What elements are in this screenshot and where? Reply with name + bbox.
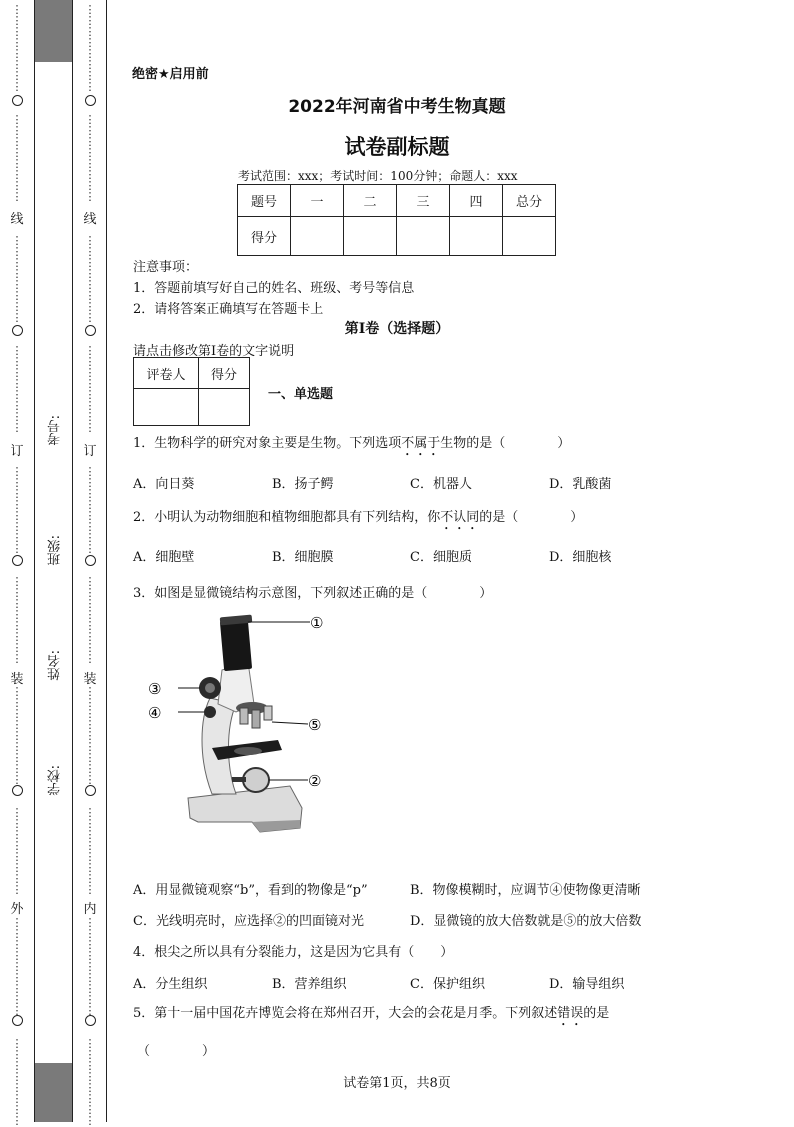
cut-line-dot: ⋮	[84, 817, 96, 830]
cut-line-dot: ⋮	[11, 58, 23, 71]
question-text: 的是（ ）	[479, 510, 584, 525]
cut-line-dot: ⋮	[84, 575, 96, 588]
cut-line-dot: ⋮	[11, 80, 23, 93]
q2-option-b[interactable]: B．细胞膜	[272, 550, 334, 565]
secret-label: 绝密★启用前	[132, 67, 209, 82]
note-item: 1．答题前填写好自己的姓名、班级、考号等信息	[133, 281, 415, 296]
q4-option-c[interactable]: C．保护组织	[410, 977, 485, 992]
note-item: 2．请将答案正确填写在答题卡上	[133, 302, 324, 317]
cut-line-dot: ⋮	[11, 652, 23, 665]
cut-line-dot: ⋮	[84, 80, 96, 93]
cut-line-dot: ⋮	[11, 817, 23, 830]
microscope-figure	[140, 608, 340, 840]
cut-line-dot: ⋮	[11, 25, 23, 38]
question-emphasis: 错误	[557, 1006, 584, 1021]
margin-circle	[82, 555, 98, 570]
q4-option-b[interactable]: B．营养组织	[272, 977, 347, 992]
cut-line-dot: ⋮	[11, 124, 23, 137]
cut-line-dot: ⋮	[84, 69, 96, 82]
cut-line-dot: ⋮	[84, 146, 96, 159]
cut-line-dot: ⋮	[11, 377, 23, 390]
field-class[interactable]: 班级:	[48, 535, 63, 566]
score-header: 三	[397, 185, 450, 217]
margin-gray-top	[34, 0, 72, 62]
margin-line	[34, 0, 35, 1122]
cut-line-dot: ⋮	[11, 487, 23, 500]
cut-line-dot: ⋮	[84, 1048, 96, 1061]
cut-line-dot: ⋮	[11, 971, 23, 984]
margin-circle	[9, 555, 25, 570]
margin-bind-char: 订	[83, 444, 97, 459]
figure-label-4: ④	[148, 704, 162, 722]
margin-seal-char: 装	[83, 672, 97, 687]
cut-line-dot: ⋮	[11, 927, 23, 940]
cut-line-dot: ⋮	[11, 498, 23, 511]
cut-line-dot: ⋮	[11, 630, 23, 643]
cut-line-dot: ⋮	[84, 982, 96, 995]
cut-line-dot: ⋮	[84, 773, 96, 786]
cut-line-dot: ⋮	[11, 608, 23, 621]
field-exam-number[interactable]: 考号:	[48, 415, 63, 446]
cut-line-dot: ⋮	[11, 861, 23, 874]
cut-line-dot: ⋮	[84, 399, 96, 412]
cut-line-dot: ⋮	[11, 388, 23, 401]
cut-line-dot: ⋮	[11, 245, 23, 258]
cut-line-dot: ⋮	[11, 696, 23, 709]
cut-line-dot: ⋮	[11, 366, 23, 379]
cut-line-dot: ⋮	[11, 421, 23, 434]
cut-line-dot: ⋮	[11, 399, 23, 412]
cut-line-dot: ⋮	[11, 982, 23, 995]
cut-line-dot: ⋮	[11, 916, 23, 929]
cut-line-dot: ⋮	[84, 916, 96, 929]
question-text: 1．生物科学的研究对象主要是生物。下列选项	[133, 436, 402, 451]
cut-line-dot: ⋮	[84, 1081, 96, 1094]
question-4	[133, 941, 453, 960]
cut-line-dot: ⋮	[84, 190, 96, 203]
q1-option-b[interactable]: B．扬子鳄	[272, 477, 334, 492]
cut-line-dot: ⋮	[84, 652, 96, 665]
cut-line-dot: ⋮	[11, 135, 23, 148]
cut-line-dot: ⋮	[84, 311, 96, 324]
cut-line-dot: ⋮	[84, 421, 96, 434]
cut-line-dot: ⋮	[84, 828, 96, 841]
cut-line-dot: ⋮	[84, 850, 96, 863]
cut-line-dot: ⋮	[84, 157, 96, 170]
cut-line-dot: ⋮	[84, 1037, 96, 1050]
cut-line-dot: ⋮	[11, 168, 23, 181]
cut-line-dot: ⋮	[84, 267, 96, 280]
cut-line-dot: ⋮	[84, 619, 96, 632]
score-row-label: 得分	[238, 217, 291, 256]
cut-line-dot: ⋮	[84, 1103, 96, 1116]
cut-line-dot: ⋮	[11, 850, 23, 863]
cut-line-dot: ⋮	[11, 1048, 23, 1061]
cut-line-dot: ⋮	[84, 883, 96, 896]
q3-option-d[interactable]: D．显微镜的放大倍数就是⑤的放大倍数	[410, 914, 642, 929]
cut-line-dot: ⋮	[84, 234, 96, 247]
cut-line-dot: ⋮	[11, 619, 23, 632]
cut-line-dot: ⋮	[84, 344, 96, 357]
score-cell[interactable]	[450, 217, 503, 256]
cut-line-dot: ⋮	[84, 388, 96, 401]
microscope-eyepiece	[220, 619, 252, 671]
question-text: 3．如图是显微镜结构示意图，下列叙述正确的是（ ）	[133, 586, 493, 601]
exam-subtitle: 试卷副标题	[344, 135, 450, 159]
cut-line-dot: ⋮	[11, 278, 23, 291]
cut-line-dot: ⋮	[84, 487, 96, 500]
cut-line-dot: ⋮	[11, 531, 23, 544]
grader-header: 得分	[199, 358, 250, 389]
microscope-objective	[252, 710, 260, 728]
question-3	[133, 582, 492, 601]
cut-line-dot: ⋮	[11, 751, 23, 764]
cut-line-dot: ⋮	[84, 806, 96, 819]
score-table	[237, 184, 556, 256]
cut-line-dot: ⋮	[84, 971, 96, 984]
cut-line-dot: ⋮	[84, 1092, 96, 1105]
cut-line-dot: ⋮	[84, 586, 96, 599]
cut-line-dot: ⋮	[11, 355, 23, 368]
part1-desc[interactable]: 请点击修改第I卷的文字说明	[133, 344, 295, 359]
margin-line-char: 线	[10, 212, 24, 227]
cut-line-dot: ⋮	[84, 256, 96, 269]
cut-line-dot: ⋮	[11, 14, 23, 27]
score-header: 二	[344, 185, 397, 217]
cut-line-dot: ⋮	[11, 520, 23, 533]
cut-line-dot: ⋮	[11, 872, 23, 885]
cut-line-dot: ⋮	[84, 718, 96, 731]
cut-line-dot: ⋮	[84, 685, 96, 698]
cut-line-dot: ⋮	[11, 938, 23, 951]
cut-line-dot: ⋮	[84, 729, 96, 742]
q2-option-c[interactable]: C．细胞质	[410, 550, 472, 565]
notes-title: 注意事项：	[133, 260, 199, 275]
cut-line-dot: ⋮	[11, 1114, 23, 1127]
cut-line-dot: ⋮	[84, 597, 96, 610]
score-cell[interactable]	[291, 217, 344, 256]
cut-line-dot: ⋮	[84, 25, 96, 38]
cut-line-dot: ⋮	[11, 157, 23, 170]
cut-line-dot: ⋮	[84, 300, 96, 313]
question-2	[133, 506, 583, 533]
cut-line-dot: ⋮	[84, 135, 96, 148]
field-name[interactable]: 姓名:	[48, 650, 63, 681]
microscope-objective	[264, 706, 272, 720]
cut-line-dot: ⋮	[11, 707, 23, 720]
cut-line-dot: ⋮	[84, 14, 96, 27]
cut-line-dot: ⋮	[84, 498, 96, 511]
cut-line-dot: ⋮	[84, 410, 96, 423]
cut-line-dot: ⋮	[84, 355, 96, 368]
cut-line-dot: ⋮	[11, 256, 23, 269]
figure-label-3: ③	[148, 680, 162, 698]
cut-line-dot: ⋮	[84, 278, 96, 291]
score-cell[interactable]	[344, 217, 397, 256]
cut-line-dot: ⋮	[11, 179, 23, 192]
cut-line-dot: ⋮	[84, 465, 96, 478]
cut-line-dot: ⋮	[11, 1081, 23, 1094]
question-5	[133, 1002, 609, 1029]
figure-label-2: ②	[308, 772, 322, 790]
score-cell[interactable]	[503, 217, 556, 256]
question-text: 2．小明认为动物细胞和植物细胞都具有下列结构，你	[133, 510, 441, 525]
cut-line-dot: ⋮	[11, 1070, 23, 1083]
cut-line-dot: ⋮	[11, 1103, 23, 1116]
cut-line-dot: ⋮	[11, 542, 23, 555]
cut-line-dot: ⋮	[11, 1059, 23, 1072]
cut-line-dot: ⋮	[11, 300, 23, 313]
q2-option-a[interactable]: A．细胞壁	[133, 550, 195, 565]
cut-line-dot: ⋮	[84, 1114, 96, 1127]
question-text: 生物的是（ ）	[440, 436, 571, 451]
cut-line-dot: ⋮	[84, 289, 96, 302]
cut-line-dot: ⋮	[11, 465, 23, 478]
cut-line-dot: ⋮	[11, 36, 23, 49]
margin-circle	[82, 1015, 98, 1030]
question-1	[133, 432, 570, 459]
margin-circle	[9, 1015, 25, 1030]
cut-line-dot: ⋮	[84, 245, 96, 258]
exam-meta: 考试范围：xxx；考试时间：100分钟；命题人：xxx	[238, 169, 518, 183]
cut-line-dot: ⋮	[11, 476, 23, 489]
cut-line-dot: ⋮	[84, 993, 96, 1006]
q5-answer-paren: （ ）	[137, 1044, 216, 1059]
cut-line-dot: ⋮	[11, 828, 23, 841]
cut-line-dot: ⋮	[84, 1070, 96, 1083]
question-emphasis: 不属于	[401, 436, 441, 451]
margin-line	[72, 0, 73, 1122]
cut-line-dot: ⋮	[84, 608, 96, 621]
margin-circle	[9, 785, 25, 800]
cut-line-dot: ⋮	[11, 718, 23, 731]
grader-cell[interactable]	[199, 389, 250, 426]
cut-line-dot: ⋮	[11, 190, 23, 203]
question-text: 5．第十一届中国花卉博览会将在郑州召开，大会的会花是月季。下列叙述	[133, 1006, 558, 1021]
cut-line-dot: ⋮	[84, 751, 96, 764]
question-text: 4．根尖之所以具有分裂能力，这是因为它具有（ ）	[133, 945, 454, 960]
cut-line-dot: ⋮	[11, 311, 23, 324]
cut-line-dot: ⋮	[84, 509, 96, 522]
cut-line-dot: ⋮	[11, 267, 23, 280]
cut-line-dot: ⋮	[11, 234, 23, 247]
part1-title: 第I卷（选择题）	[344, 321, 450, 337]
cut-line-dot: ⋮	[11, 762, 23, 775]
cut-line-dot: ⋮	[84, 938, 96, 951]
cut-line-dot: ⋮	[84, 476, 96, 489]
cut-line-dot: ⋮	[11, 949, 23, 962]
cut-line-dot: ⋮	[84, 949, 96, 962]
cut-line-dot: ⋮	[11, 993, 23, 1006]
cut-line-dot: ⋮	[84, 696, 96, 709]
score-header: 总分	[503, 185, 556, 217]
cut-line-dot: ⋮	[84, 641, 96, 654]
cut-line-dot: ⋮	[11, 47, 23, 60]
cut-line-dot: ⋮	[84, 520, 96, 533]
margin-seal-char: 装	[10, 672, 24, 687]
cut-line-dot: ⋮	[11, 1037, 23, 1050]
cut-line-dot: ⋮	[11, 1092, 23, 1105]
q3-option-b[interactable]: B．物像模糊时，应调节④使物像更清晰	[410, 883, 641, 898]
cut-line-dot: ⋮	[84, 839, 96, 852]
q1-option-a[interactable]: A．向日葵	[133, 477, 195, 492]
cut-line-dot: ⋮	[11, 685, 23, 698]
cut-line-dot: ⋮	[11, 960, 23, 973]
cut-line-dot: ⋮	[84, 124, 96, 137]
grader-cell[interactable]	[134, 389, 199, 426]
field-school[interactable]: 学校:	[48, 765, 63, 796]
q4-option-d[interactable]: D．输导组织	[549, 977, 625, 992]
cut-line-dot: ⋮	[84, 377, 96, 390]
fine-focus-knob	[204, 706, 216, 718]
cut-line-dot: ⋮	[11, 740, 23, 753]
cut-line-dot: ⋮	[84, 762, 96, 775]
cut-line-dot: ⋮	[11, 3, 23, 16]
cut-line-dot: ⋮	[11, 69, 23, 82]
cut-line-dot: ⋮	[84, 179, 96, 192]
exam-title: 2022年河南省中考生物真题	[288, 97, 506, 117]
cut-line-dot: ⋮	[84, 168, 96, 181]
margin-outer-char: 外	[10, 902, 24, 917]
cut-line-dot: ⋮	[84, 740, 96, 753]
cut-line-dot: ⋮	[11, 806, 23, 819]
q1-option-c[interactable]: C．机器人	[410, 477, 472, 492]
score-header: 一	[291, 185, 344, 217]
score-cell[interactable]	[397, 217, 450, 256]
figure-label-5: ⑤	[308, 716, 322, 734]
cut-line-dot: ⋮	[84, 872, 96, 885]
grader-table	[133, 357, 250, 426]
cut-line-dot: ⋮	[84, 113, 96, 126]
cut-line-dot: ⋮	[11, 729, 23, 742]
cut-line-dot: ⋮	[84, 1059, 96, 1072]
question-text: 的是	[583, 1006, 610, 1021]
cut-line-dot: ⋮	[84, 47, 96, 60]
margin-line-char: 线	[83, 212, 97, 227]
cut-line-dot: ⋮	[11, 509, 23, 522]
score-header: 四	[450, 185, 503, 217]
cut-line-dot: ⋮	[84, 630, 96, 643]
cut-line-dot: ⋮	[84, 707, 96, 720]
grader-header: 评卷人	[134, 358, 199, 389]
cut-line-dot: ⋮	[84, 366, 96, 379]
cut-line-dot: ⋮	[11, 1004, 23, 1017]
cut-line-dot: ⋮	[84, 960, 96, 973]
figure-label-1: ①	[310, 614, 324, 632]
margin-circle	[82, 785, 98, 800]
cut-line-dot: ⋮	[11, 839, 23, 852]
cut-line-dot: ⋮	[11, 773, 23, 786]
cut-line-dot: ⋮	[11, 146, 23, 159]
q3-option-a[interactable]: A．用显微镜观察“b”，看到的物像是“p”	[133, 883, 368, 898]
score-header: 题号	[238, 185, 291, 217]
q4-option-a[interactable]: A．分生组织	[133, 977, 208, 992]
margin-bind-char: 订	[10, 444, 24, 459]
cut-line-dot: ⋮	[84, 542, 96, 555]
cut-line-dot: ⋮	[84, 3, 96, 16]
cut-line-dot: ⋮	[11, 344, 23, 357]
cut-line-dot: ⋮	[84, 36, 96, 49]
cut-line-dot: ⋮	[11, 883, 23, 896]
cut-line-dot: ⋮	[11, 641, 23, 654]
cut-line-dot: ⋮	[11, 586, 23, 599]
margin-inner-char: 内	[83, 902, 97, 917]
microscope-mirror	[243, 768, 269, 792]
cut-line-dot: ⋮	[84, 531, 96, 544]
q1-option-d[interactable]: D．乳酸菌	[549, 477, 612, 492]
q3-option-c[interactable]: C．光线明亮时，应选择②的凹面镜对光	[133, 914, 364, 929]
microscope-objective	[240, 708, 248, 724]
cut-line-dot: ⋮	[84, 927, 96, 940]
page-footer: 试卷第1页，共8页	[343, 1076, 451, 1091]
cut-line-dot: ⋮	[11, 575, 23, 588]
question-emphasis: 不认同	[440, 510, 480, 525]
q2-option-d[interactable]: D．细胞核	[549, 550, 612, 565]
cut-line-dot: ⋮	[11, 113, 23, 126]
cut-line-dot: ⋮	[84, 58, 96, 71]
cut-line-dot: ⋮	[11, 289, 23, 302]
cut-line-dot: ⋮	[84, 1004, 96, 1017]
section-title: 一、单选题	[268, 387, 334, 402]
cut-line-dot: ⋮	[11, 597, 23, 610]
cut-line-dot: ⋮	[11, 410, 23, 423]
cut-line-dot: ⋮	[84, 861, 96, 874]
margin-line	[106, 0, 107, 1122]
